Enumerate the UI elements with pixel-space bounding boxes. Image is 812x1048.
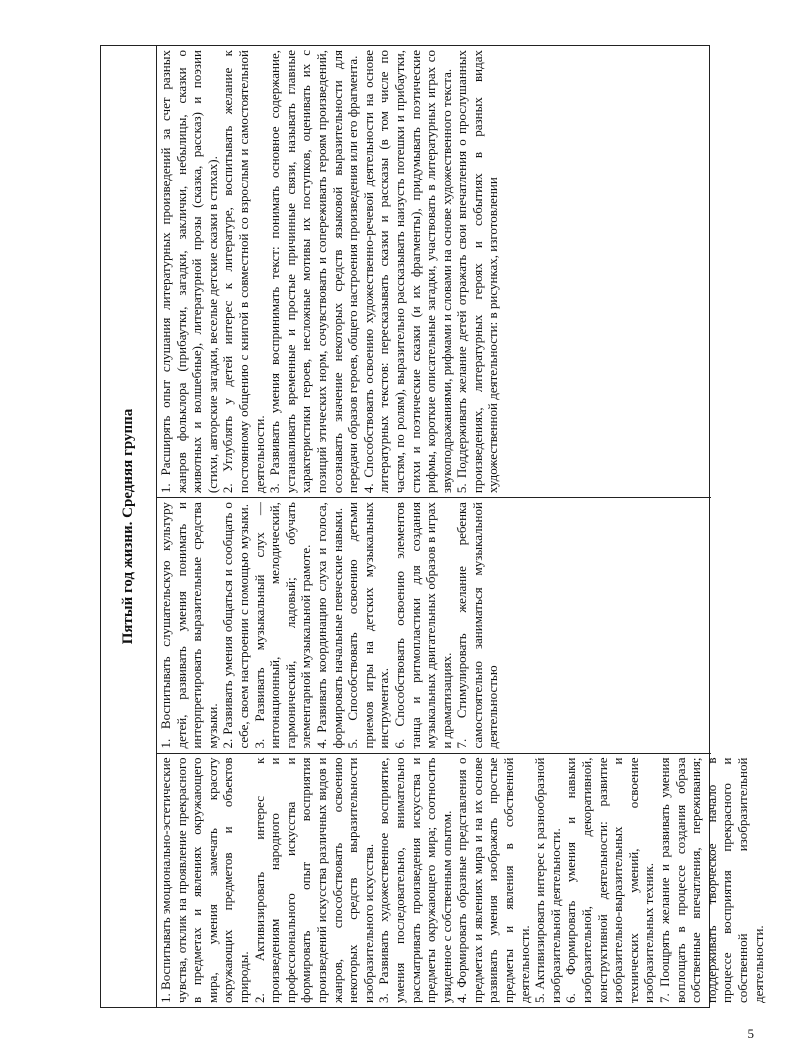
literature-item: 2. Углублять у детей интерес к литературе, воспитывать желание к постоянному общению с книгой в совместной со взрослым и самостоятельной деятельности. [220,50,267,494]
visual-arts-item: 1. Воспитывать эмоционально-эстетические чувства, отклик на проявление прекрасного в предметах и явлениях окружающего мира, умения замечать красоту окружающих предметов и объектов природы. [158,757,251,1003]
music-item: 1. Воспитывать слушательскую культуру детей, развивать умения понимать и интерпретировать выразительные средства музыки. [158,502,220,749]
music-item: 5. Способствовать освоению детьми приемов игры на детских музыкальных инструментах. [345,502,392,749]
visual-arts-item: 3. Развивать художественное восприятие, умения последовательно, внимательно рассматривать произведения искусства и предметы окружающего мира; соотносить увиденное с собственным опытом. [376,757,454,1003]
literature-item: 1. Расширять опыт слушания литературных произведений за счет разных жанров фольклора (прибаутки, загадки, заклички, небылицы, сказки о животных и волшебные), литературной прозы (сказка, рассказ) и поэзии (стихи, авторские загадки, веселые детские сказки в стихах). [158,50,220,494]
column-visual-arts [157,754,766,1007]
music-item: 2. Развивать умения общаться и сообщать о себе, своем настроении с помощью музыки. [220,502,251,749]
column-literature [157,46,711,498]
music-item: 7. Стимулировать желание ребенка самостоятельно заниматься музыкальной деятельностью [454,502,501,749]
literature-item: 3. Развивать умения воспринимать текст: понимать основное содержание, устанавливать временные и простые причинные связи, называть главные характеристики героев, несложные мотивы их поступков, оценивать их с позиций этических норм, сочувствовать и сопереживать героям произведений, осознавать значение некоторых средств языковой выразительности для передачи образов героев, общего настроения произведения или его фрагмента. [267,50,361,494]
literature-item: 4. Способствовать освоению художественно-речевой деятельности на основе литературных текстов: пересказывать сказки и рассказы (в том числе по частям, по ролям), выразительно рассказывать наизусть потешки и прибаутки, стихи и поэтические сказки (и их фрагменты), придумывать поэтические рифмы, короткие описательные загадки, участвовать в литературных играх со звукоподражаниями, рифмами и словами на основе художественного текста. [360,50,454,494]
music-item: 4. Развивать координацию слуха и голоса, формировать начальные певческие навыки. [313,502,345,749]
visual-arts-item: 6. Формировать умения и навыки изобразительной, декоративной, конструктивной деятельности: развитие изобразительно-выразительных и технических умений, освоение изобразительных техник. [563,757,657,1003]
music-item: 6. Способствовать освоению элементов танца и ритмопластики для создания музыкальных двигательных образов в играх и драматизациях. [391,502,454,749]
visual-arts-item: 4. Формировать образные представления о предметах и явлениях мира и на их основе развивать умения изображать простые предметы и явления в собственной деятельности. [454,757,532,1003]
literature-item: 5. Поддерживать желание детей отражать свои впечатления о прослушанных произведениях, литературных героях и событиях в разных видах художественной деятельности: в рисунках, изготовлении [454,50,501,494]
table-title: Пятый год жизни. Средняя группа [101,46,157,1007]
column-music [157,498,711,753]
page-number: 5 [747,1026,754,1041]
visual-arts-item: 7. Поощрять желание и развивать умения воплощать в процессе создания образа собственные впечатления, переживания; поддерживать творческое начало в процессе восприятия прекрасного и собственной изобразительной деятельности. [657,757,766,1003]
visual-arts-item: 5. Активизировать интерес к разнообразной изобразительной деятельности. [532,757,563,1003]
visual-arts-item: 2. Активизировать интерес к произведениям народного и профессионального искусства и формировать опыт восприятия произведений искусства различных видов и жанров, способствовать освоению некоторых средств выразительности изобразительного искусства. [251,757,376,1003]
music-item: 3. Развивать музыкальный слух — интонационный, мелодический, гармонический, ладовый; обучать элементарной музыкальной грамоте. [251,502,314,749]
rotated-table [100,45,766,1008]
